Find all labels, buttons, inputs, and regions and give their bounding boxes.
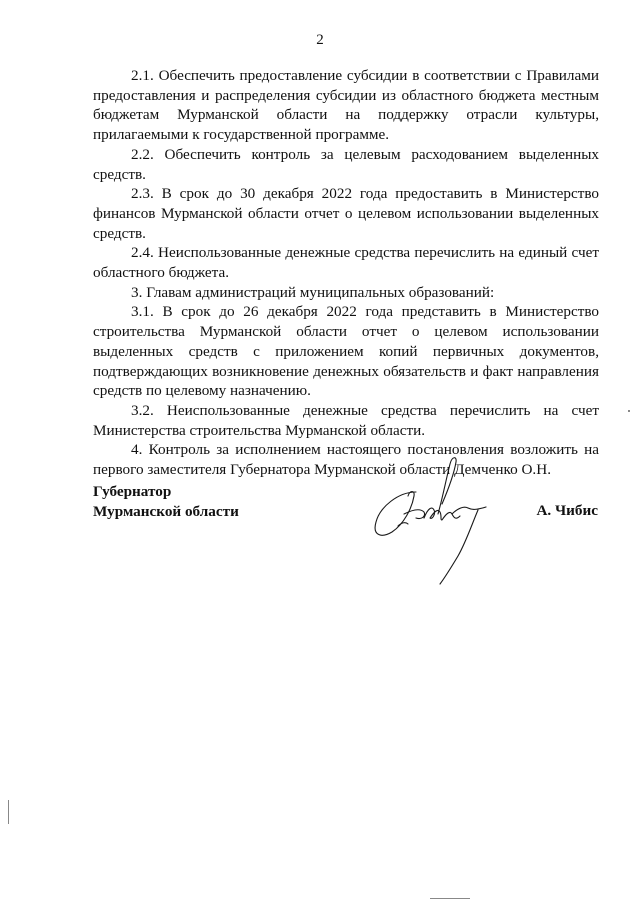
signatory-position-line1: Губернатор <box>93 483 172 500</box>
signatory-position-line2: Мурманской области <box>93 503 239 520</box>
paragraph-2-1: 2.1. Обеспечить предоставление субсидии в соответствии с Правилами предоставления и распределения субсидии из областного бюджета местным бюджетам Мурманской области на поддержку отрасли культуры, прилагаемыми к государственной программе. <box>93 67 599 144</box>
scan-speck <box>430 898 470 899</box>
scan-speck <box>628 410 630 412</box>
signatory-position <box>93 482 239 522</box>
handwritten-signature <box>368 452 508 592</box>
signatory-name: А. Чибис <box>536 502 598 519</box>
paragraph-2-3: 2.3. В срок до 30 декабря 2022 года предоставить в Министерство финансов Мурманской области отчет о целевом использовании выделенных средств. <box>93 185 599 242</box>
paragraph-2-2: 2.2. Обеспечить контроль за целевым расходованием выделенных средств. <box>93 145 599 183</box>
paragraph-4: 4. Контроль за исполнением настоящего постановления возложить на первого заместителя Губернатора Мурманской области Демченко О.Н. <box>93 441 599 479</box>
document-body <box>93 66 599 480</box>
paragraph-3: 3. Главам администраций муниципальных образований: <box>131 283 495 301</box>
scan-speck <box>8 800 9 824</box>
page-number: 2 <box>316 32 324 48</box>
paragraph-2-4: 2.4. Неиспользованные денежные средства перечислить на единый счет областного бюджета. <box>93 244 599 282</box>
paragraph-3-1: 3.1. В срок до 26 декабря 2022 года представить в Министерство строительства Мурманской области отчет о целевом использовании выделенных средств с приложением копий первичных документов, подтверждающих возникновение денежных обязательств и факт направления средств по целевому назначению. <box>93 303 599 400</box>
paragraph-3-2: 3.2. Неиспользованные денежные средства перечислить на счет Министерства строительства Мурманской области. <box>93 401 599 439</box>
